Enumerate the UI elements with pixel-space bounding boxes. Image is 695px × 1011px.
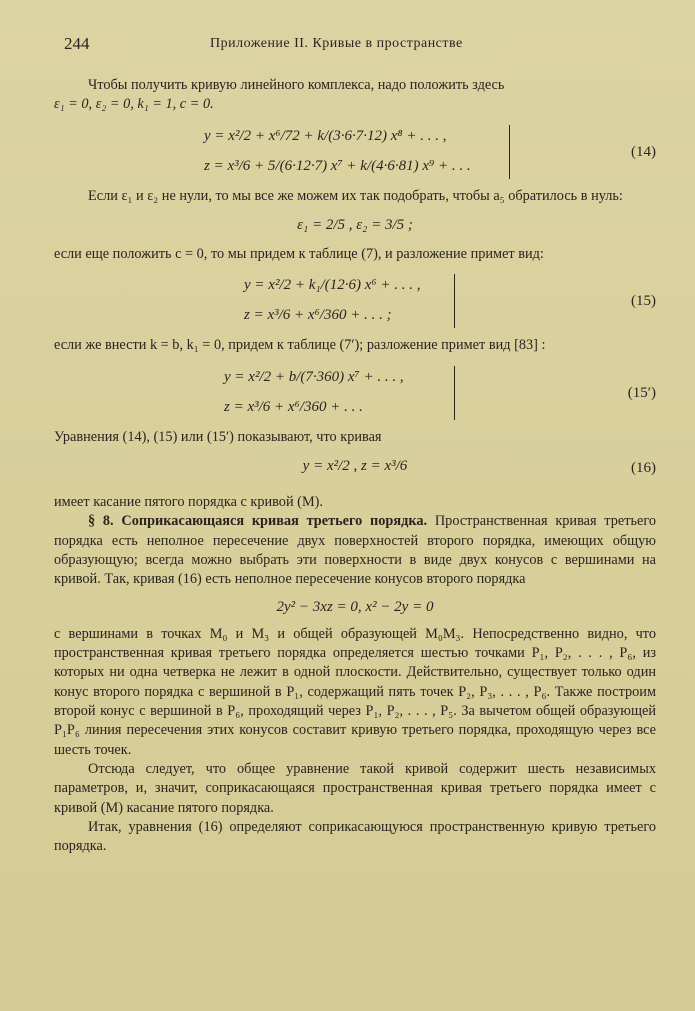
equation-cones: 2y² − 3xz = 0, x² − 2y = 0 — [276, 598, 434, 615]
equation-14 — [54, 121, 656, 183]
eq14-line2: z = x³/6 + 5/(6·12·7) x⁷ + k/(4·6·81) x⁹ + . . . — [204, 157, 471, 174]
eq15p-bar — [454, 366, 455, 420]
section-text: Пространственная кривая третьего порядка есть неполное пересечение двух поверхностей второго порядка, имеющих общую образующую; всегда можно выбрать эти поверхности в виде двух конусов с вершинами на кривой. Так, кривая (16) есть неполное пересечение конусов второго порядка — [54, 513, 656, 588]
equation-15 — [54, 270, 656, 332]
paragraph-6: имеет касание пятого порядка с кривой (M). — [54, 494, 323, 511]
eq15p-label: (15′) — [627, 384, 656, 401]
eq15-line1: y = x²/2 + k₁/(12·6) x⁶ + . . . , — [244, 277, 421, 294]
eq15-label: (15) — [631, 293, 656, 310]
section-8-paragraph — [54, 512, 656, 589]
paragraph-1-cond: ε₁ = 0, ε₂ = 0, k₁ = 1, c = 0. — [54, 96, 214, 113]
paragraph-3: если еще положить c = 0, то мы придем к таблице (7), и разложение примет вид: — [54, 246, 544, 263]
page-header — [60, 34, 635, 56]
paragraph-2: Если ε₁ и ε₂ не нули, то мы все же можем их так подобрать, чтобы a₅ обратилось в нуль: — [88, 187, 623, 204]
paragraph-1: Чтобы получить кривую линейного комплекса, надо положить здесь — [88, 77, 505, 93]
equation-15-prime — [54, 362, 656, 424]
eq15-line2: z = x³/6 + x⁶/360 + . . . ; — [244, 307, 392, 324]
section-title: Соприкасающаяся кривая третьего порядка. — [121, 513, 428, 530]
eq14-line1: y = x²/2 + x⁶/72 + k/(3·6·7·12) x⁸ + . . . , — [204, 127, 447, 144]
paragraph-5: Уравнения (14), (15) или (15′) показывают, что кривая — [54, 428, 382, 445]
page-number: 244 — [64, 34, 90, 53]
paragraph-9: Отсюда следует, что общее уравнение такой кривой содержит шесть независимых параметров, и, значит, соприкасающаяся пространственная кривая третьего порядка имеет с кривой (M) касание пятого порядка. — [54, 760, 656, 816]
eq15p-line1: y = x²/2 + b/(7·360) x⁷ + . . . , — [224, 368, 404, 385]
running-title: Приложение II. Кривые в пространстве — [210, 36, 463, 51]
epsilon-values: ε₁ = 2/5 , ε₂ = 3/5 ; — [297, 216, 413, 233]
section-number: § 8. — [88, 513, 114, 530]
eq15p-line2: z = x³/6 + x⁶/360 + . . . — [224, 398, 363, 415]
eq15-bar — [454, 274, 455, 328]
page-body — [54, 76, 656, 856]
paragraph-8: с вершинами в точках M₀ и M₃ и общей образующей M₀M₃. Непосредственно видно, что пространственная кривая третьего порядка определяется шестью точками P₁, P₂, . . . , P₆, из которых ни одна четверка не лежит в одной плоскости. Действительно, существует только один конус второго порядка с вершиной в P₁, содержащий пять точек P₂, P₃, . . . , P₆. Также построим второй конус с вершиной в P₆, проходящий через P₁, P₂, . . . , P₅. За вычетом общей образующей P₁P₆ линия пересечения этих конусов составит кривую третьего порядка, проходящую через все шесть точек. — [54, 625, 656, 758]
eq14-bar — [509, 125, 510, 179]
equation-16 — [54, 457, 656, 483]
eq14-label: (14) — [631, 143, 656, 160]
eq16-text: y = x²/2 , z = x³/6 — [302, 458, 408, 475]
paragraph-4: если же внести k = b, k₁ = 0, придем к таблице (7′); разложение примет вид [83] : — [54, 337, 546, 354]
paragraph-10: Итак, уравнения (16) определяют соприкасающуюся пространственную кривую третьего порядка. — [54, 818, 656, 855]
eq16-label: (16) — [631, 460, 656, 477]
